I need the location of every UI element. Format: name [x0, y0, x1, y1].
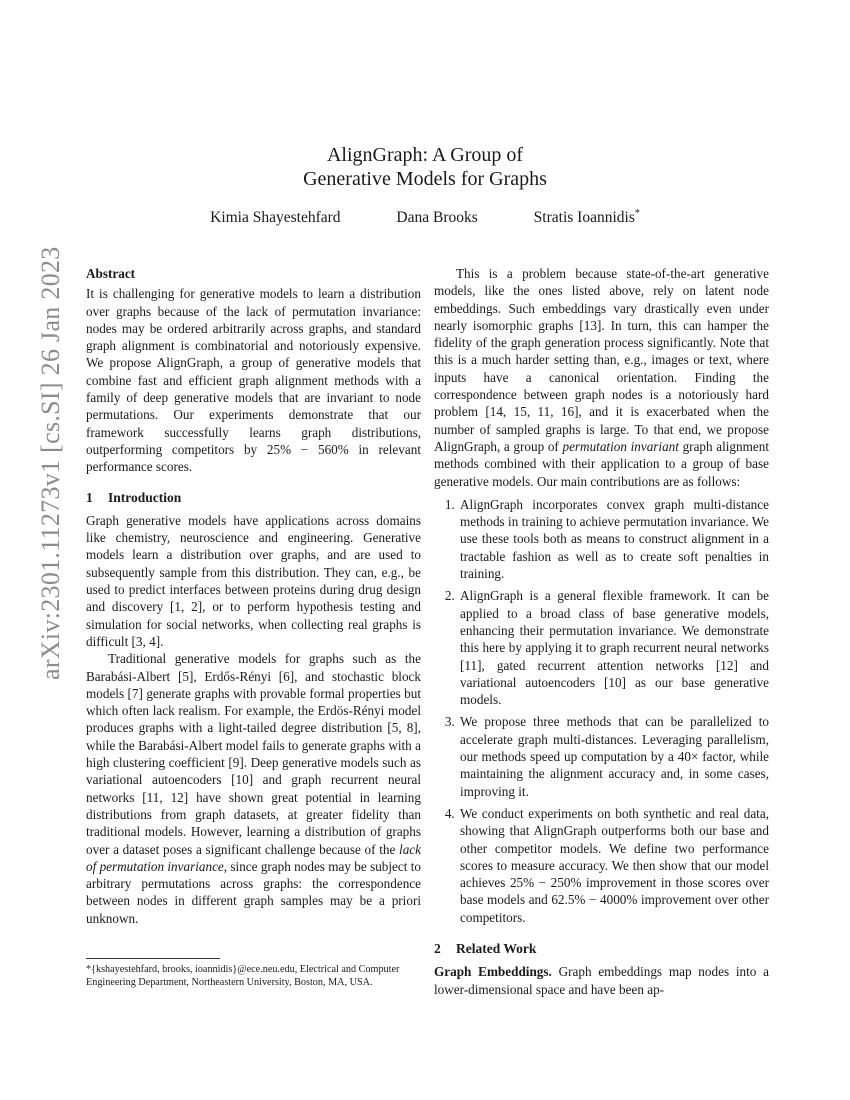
graph-embeddings-runin: Graph Embeddings. — [434, 964, 552, 980]
intro-section-number: 1 — [86, 489, 93, 505]
footnote-text: *{kshayestehfard, brooks, ioannidis}@ece.neu.edu, Electrical and Computer Engineering Department, Northeastern University, Boston, MA, USA. — [86, 964, 400, 988]
motivation-text-b: graph alignment methods combined with their application to a group of base generative models. Our main contributions are as follows: — [434, 438, 769, 489]
contribution-item: 2. AlignGraph is a general flexible framework. It can be applied to a broad class of base generative models, enhancing their permutation invariance. We demonstrate this here by applying it to graph recurrent neural networks [11], gated recurrent attention networks [12] and variational autoencoders [10] as our base generative models. — [458, 587, 769, 708]
intro-paragraph-2 — [86, 650, 421, 927]
author-list — [0, 208, 850, 227]
author-footnote — [86, 958, 421, 989]
intro-p2-emphasis: lack of permutation invariance — [86, 841, 421, 874]
contributions-list — [434, 496, 769, 926]
left-column — [86, 265, 421, 927]
motivation-text-a: This is a problem because state-of-the-art generative models, like the ones listed above, rely on latent node embeddings. Such embeddings vary drastically even under nearly isomorphic graphs [13]. In turn, this can hamper the fidelity of the graph generation process significantly. Note that this is a much harder setting than, e.g., images or text, where inputs have a canonical orientation. Finding the correspondence between graph nodes is a notoriously hard problem [14, 15, 11, 16], and it is exacerbated when the number of sampled graphs is large. To that end, we propose AlignGraph, a group of — [434, 266, 769, 454]
paper-title — [0, 143, 850, 191]
motivation-emphasis: permutation invariant — [562, 438, 679, 454]
motivation-paragraph — [434, 265, 769, 490]
intro-p2-text-a: Traditional generative models for graphs such as the Barabási-Albert [5], Erdős-Rényi [6], and stochastic block models [7] generate graphs with provable formal properties but which often lack realism. For example, the Erdös-Rényi model produces graphs with a light-tailed degree distribution [5, 8], while the Barabási-Albert model fails to generate graphs with a high clustering coefficient [9]. Deep generative models such as variational autoencoders [10] and graph recurrent neural networks [11, 12] have shown great potential in learning distributions from graph datasets, at greater fidelity than traditional models. However, learning a distribution of graphs over a dataset poses a significant challenge because of the — [86, 651, 421, 857]
author-2: Dana Brooks — [396, 209, 478, 227]
footnote-rule — [86, 958, 220, 959]
intro-p2-text-b: , since graph nodes may be subject to arbitrary permutations across graphs: the correspondence between nodes in different graph samples may be a priori unknown. — [86, 858, 422, 926]
abstract-text: It is challenging for generative models to learn a distribution over graphs because of the lack of permutation invariance: nodes may be ordered arbitrarily across graphs, and standard graph alignment is combinatorial and notoriously expensive. We propose AlignGraph, a group of generative models that combine fast and efficient graph alignment methods with a family of deep generative models that are invariant to node permutations. Our experiments demonstrate that our framework successfully learns graph distributions, outperforming competitors by 25% − 560% in relevant performance scores. — [86, 286, 421, 475]
related-work-text: Graph embeddings map nodes into a lower-dimensional space and have been ap- — [434, 964, 769, 997]
title-line-1: AlignGraph: A Group of — [326, 144, 524, 166]
author-3 — [534, 208, 640, 227]
author-footnote-marker: * — [634, 208, 640, 219]
right-column — [434, 265, 769, 998]
related-work-heading — [434, 940, 769, 957]
author-1: Kimia Shayestehfard — [210, 209, 341, 227]
contribution-item: 4. We conduct experiments on both synthetic and real data, showing that AlignGraph outperforms both our base and other competitor models. We define two performance scores to measure accuracy. We then show that our model achieves 25% − 250% improvement in those scores over base models and 62.5% − 4000% improvement over other competitors. — [458, 805, 769, 926]
arxiv-identifier: arXiv:2301.11273v1 [cs.SI] 26 Jan 2023 — [36, 246, 65, 680]
abstract-heading: Abstract — [86, 266, 136, 281]
contribution-item: 3. We propose three methods that can be parallelized to accelerate graph multi-distances. Leveraging parallelism, our methods speed up computation by a 40× factor, while maintaining the alignment accuracy and, in some cases, improving it. — [458, 713, 769, 799]
contribution-item: 1. AlignGraph incorporates convex graph multi-distance methods in training to achieve permutation invariance. We use these tools both as means to construct alignment in a tractable fashion as well as to create soft penalties in training. — [458, 496, 769, 582]
author-3-name: Stratis Ioannidis — [533, 209, 635, 227]
intro-section-title: Introduction — [108, 489, 182, 505]
related-work-paragraph — [434, 963, 769, 998]
title-line-2: Generative Models for Graphs — [303, 168, 547, 190]
intro-paragraph-1: Graph generative models have applications across domains like chemistry, neuroscience and engineering. Generative models learn a distribution over graphs, and are used to subsequently sample from this distribution. They can, e.g., be used to predict interfaces between proteins during drug design and discovery [1, 2], or to perform hypothesis testing and simulation for social networks, when collecting real graphs is difficult [3, 4]. — [86, 512, 421, 649]
related-section-title: Related Work — [456, 940, 537, 956]
intro-heading — [86, 489, 421, 506]
related-section-number: 2 — [434, 940, 441, 956]
